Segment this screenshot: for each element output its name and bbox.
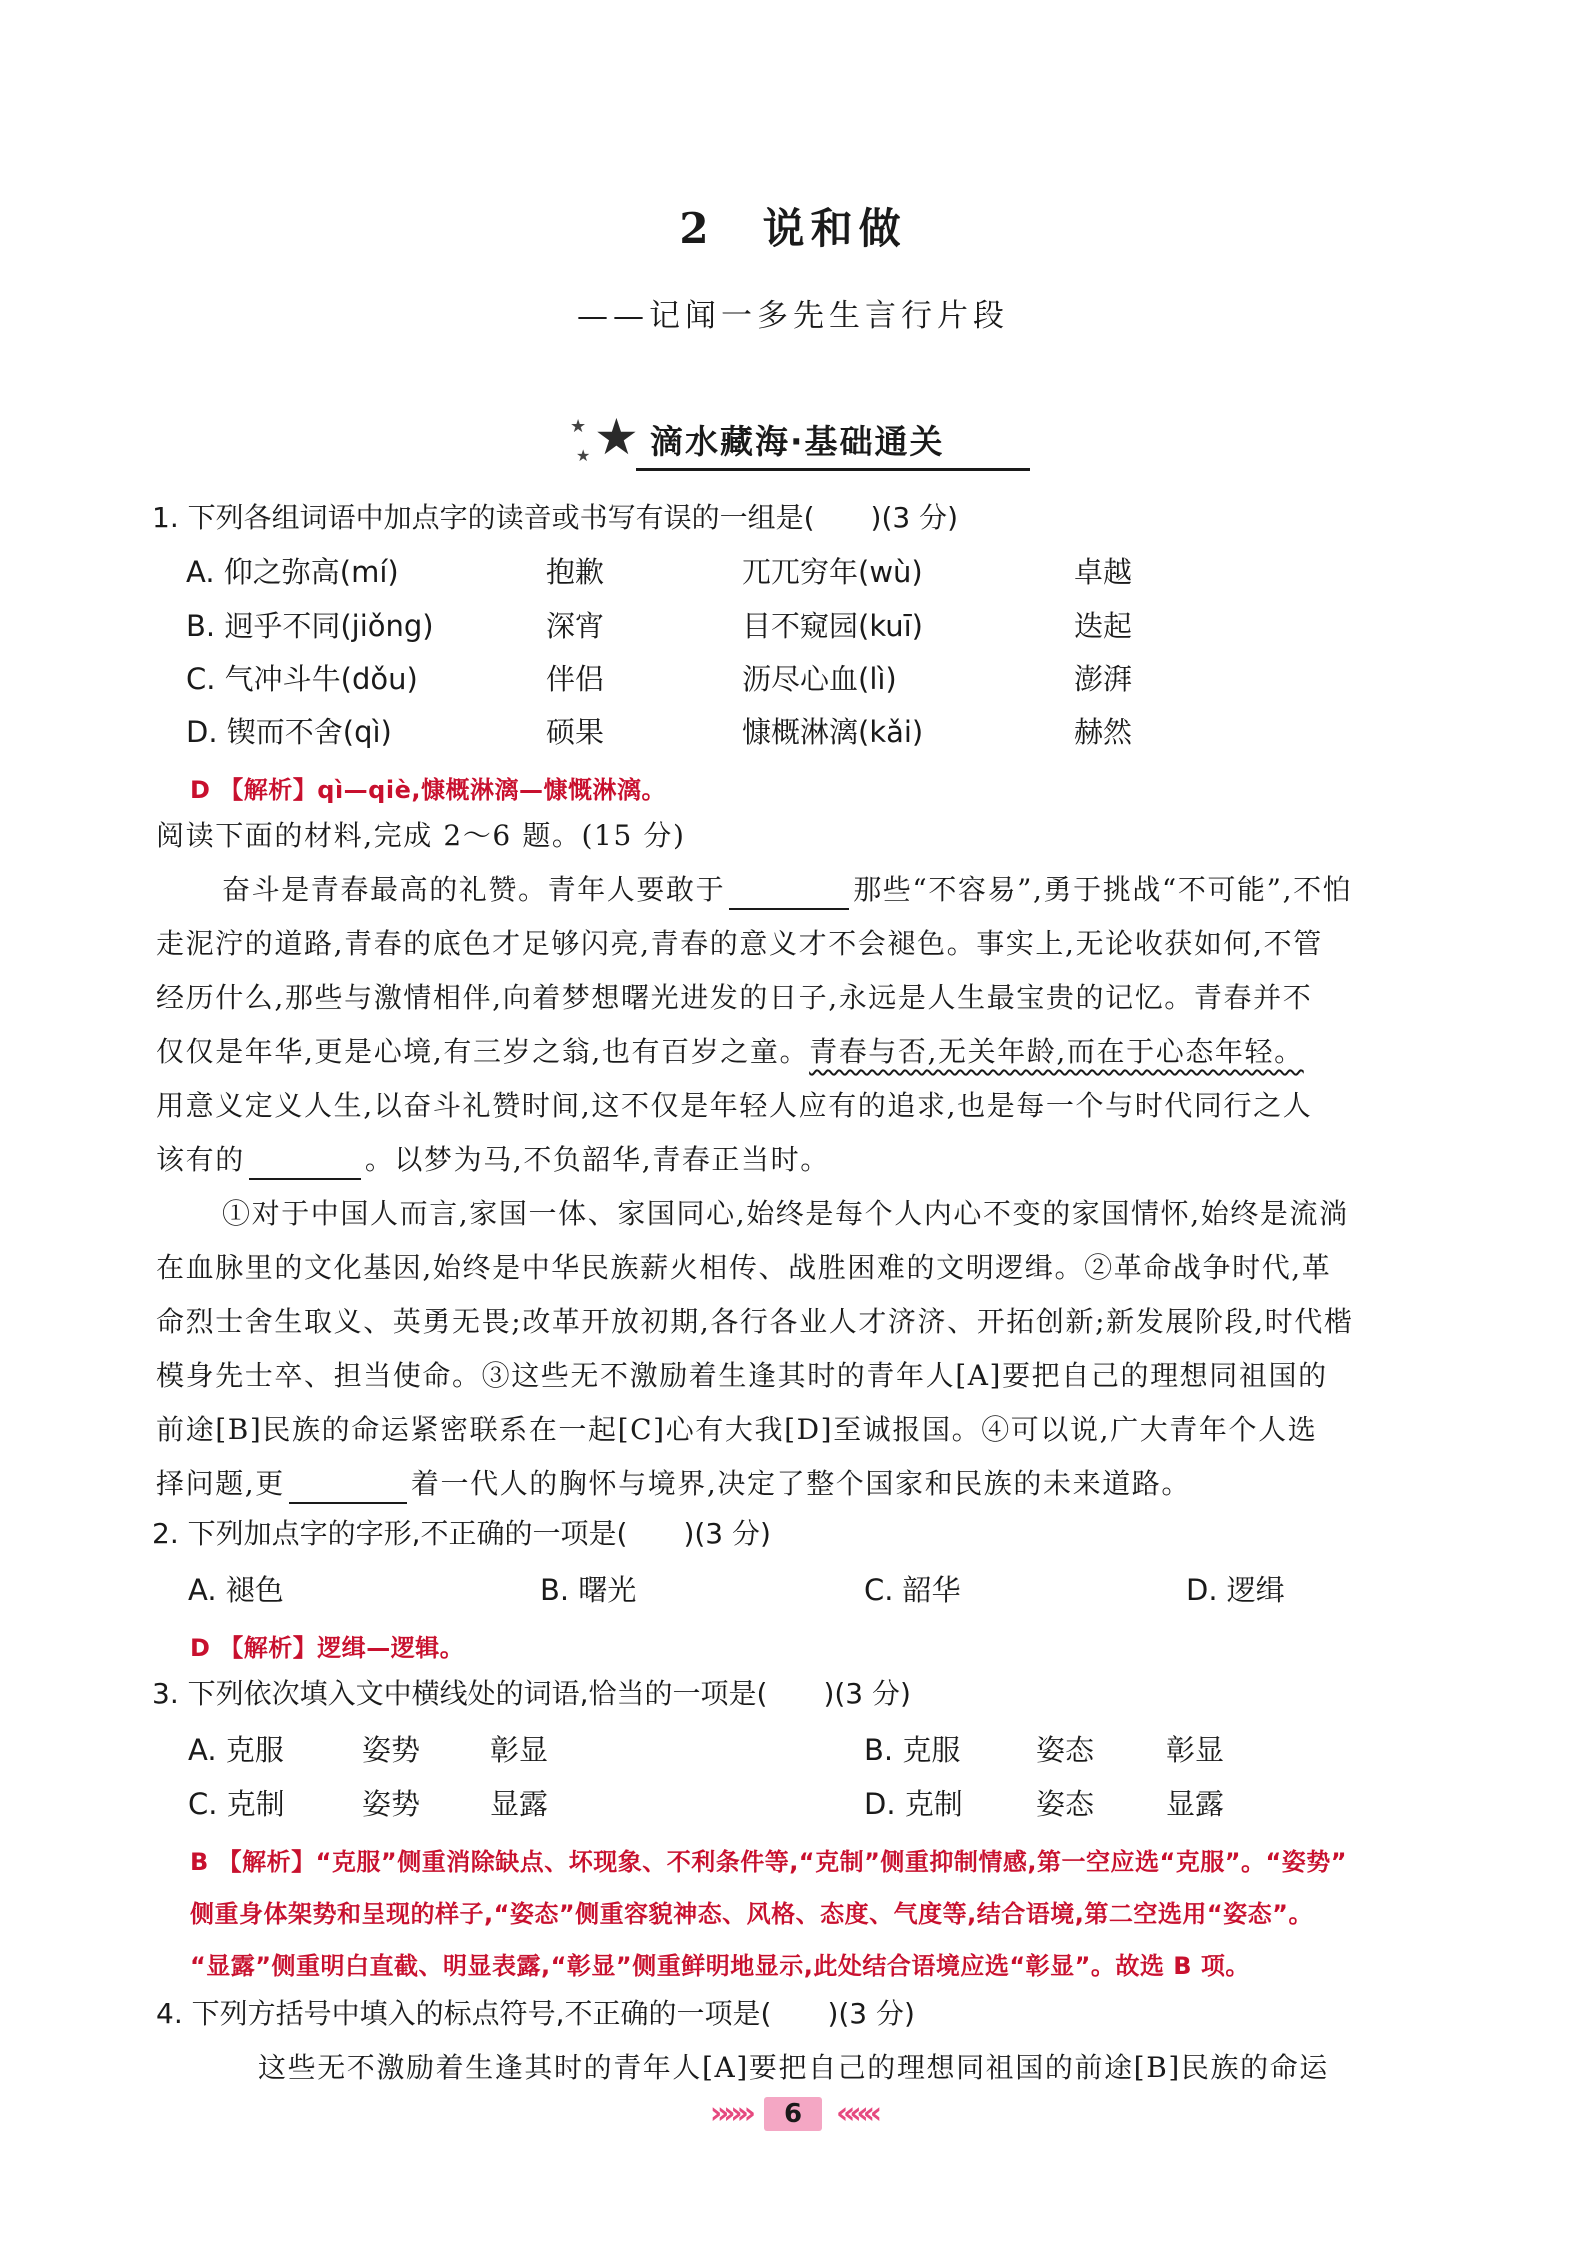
q1-stem: 1. 下列各组词语中加点字的读音或书写有误的一组是( )(3 分) — [152, 501, 959, 534]
p1-line-4: 仅仅是年华,更是心境,有三岁之翁,也有百岁之童。青春与否,无关年龄,而在于心态年轻。 — [156, 1035, 1304, 1068]
p1-line-2: 走泥泞的道路,青春的底色才足够闪亮,青春的意义才不会褪色。事实上,无论收获如何,不管 — [156, 927, 1323, 960]
fill-blank — [289, 1472, 407, 1504]
fill-blank — [729, 878, 849, 910]
wavy-underlined-sentence: 青春与否,无关年龄,而在于心态年轻。 — [809, 1035, 1304, 1068]
q1-a-3: 兀兀穷年(wù) — [742, 555, 923, 589]
q1-b-4: 迭起 — [1074, 609, 1133, 643]
q1-b-1: B. 迥乎不同(jiǒng) — [186, 609, 434, 643]
q1-c-2: 伴侣 — [546, 662, 605, 696]
page-title — [0, 196, 1586, 256]
q1-a-1: A. 仰之弥高(mí) — [186, 555, 399, 589]
q3-answer-line-3: “显露”侧重明白直截、明显表露,“彰显”侧重鲜明地显示,此处结合语境应选“彰显”。故选 B 项。 — [190, 1952, 1250, 1980]
q2-option-d: D. 逻缉 — [1186, 1573, 1285, 1607]
q1-a-2: 抱歉 — [546, 555, 605, 589]
q3-c-2: 姿势 — [362, 1787, 421, 1821]
page-footer — [0, 2096, 1586, 2140]
q3-d-1: D. 克制 — [864, 1787, 963, 1821]
p2-line-4: 模身先士卒、担当使命。③这些无不激励着生逢其时的青年人[A]要把自己的理想同祖国的 — [156, 1359, 1328, 1392]
q4-text: 这些无不激励着生逢其时的青年人[A]要把自己的理想同祖国的前途[B]民族的命运 — [258, 2051, 1329, 2084]
p2-line-1: ①对于中国人而言,家国一体、家国同心,始终是每个人内心不变的家国情怀,始终是流淌 — [222, 1197, 1349, 1230]
q4-stem: 4. 下列方括号中填入的标点符号,不正确的一项是( )(3 分) — [156, 1997, 915, 2030]
p1-line-5: 用意义定义人生,以奋斗礼赞时间,这不仅是年轻人应有的追求,也是每一个与时代同行之人 — [156, 1089, 1313, 1122]
q2-answer: D 【解析】逻缉—逻辑。 — [190, 1634, 465, 1662]
p2-line-5: 前途[B]民族的命运紧密联系在一起[C]心有大我[D]至诚报国。④可以说,广大青年个人选 — [156, 1413, 1318, 1446]
page-subtitle: ——记闻一多先生言行片段 — [577, 298, 1009, 334]
page-number: 6 — [764, 2097, 822, 2131]
fill-blank — [249, 1148, 361, 1180]
q3-a-2: 姿势 — [362, 1733, 421, 1767]
q1-d-2: 硕果 — [546, 715, 605, 749]
lesson-number: 2 — [679, 204, 715, 253]
q1-c-3: 沥尽心血(lì) — [742, 662, 897, 696]
small-star-icon: ★ — [570, 416, 587, 437]
q3-b-3: 彰显 — [1166, 1733, 1225, 1767]
q3-d-2: 姿态 — [1036, 1787, 1095, 1821]
q3-answer-line-2: 侧重身体架势和呈现的样子,“姿态”侧重容貌神态、风格、态度、气度等,结合语境,第二空选用“姿态”。 — [190, 1900, 1313, 1928]
p2-line-6: 择问题,更 着一代人的胸怀与境界,决定了整个国家和民族的未来道路。 — [156, 1464, 1191, 1504]
q1-b-2: 深宵 — [546, 609, 605, 643]
q2-stem: 2. 下列加点字的字形,不正确的一项是( )(3 分) — [152, 1517, 771, 1550]
q3-answer-line-1: B 【解析】“克服”侧重消除缺点、坏现象、不利条件等,“克制”侧重抑制情感,第一空应选“克服”。“姿势” — [190, 1848, 1348, 1876]
section-banner — [570, 410, 1030, 474]
star-icon: ★ — [594, 408, 639, 466]
q3-c-1: C. 克制 — [188, 1787, 285, 1821]
q3-c-3: 显露 — [490, 1787, 549, 1821]
q2-option-c: C. 韶华 — [864, 1573, 961, 1607]
q2-option-a: A. 褪色 — [188, 1573, 284, 1607]
q3-d-3: 显露 — [1166, 1787, 1225, 1821]
q3-b-2: 姿态 — [1036, 1733, 1095, 1767]
lesson-title: 说和做 — [762, 204, 907, 253]
p2-line-3: 命烈士舍生取义、英勇无畏;改革开放初期,各行各业人才济济、开拓创新;新发展阶段,时代楷 — [156, 1305, 1354, 1338]
q1-c-4: 澎湃 — [1074, 662, 1133, 696]
q2-option-b: B. 曙光 — [540, 1573, 637, 1607]
p1-line-1: 奋斗是青春最高的礼赞。青年人要敢于 那些“不容易”,勇于挑战“不可能”,不怕 — [222, 870, 1352, 910]
q1-d-1: D. 锲而不舍(qì) — [186, 715, 392, 749]
p1-line-3: 经历什么,那些与激情相伴,向着梦想曙光进发的日子,永远是人生最宝贵的记忆。青春并不 — [156, 981, 1313, 1014]
q3-b-1: B. 克服 — [864, 1733, 961, 1767]
q1-a-4: 卓越 — [1074, 555, 1133, 589]
q3-stem: 3. 下列依次填入文中横线处的词语,恰当的一项是( )(3 分) — [152, 1677, 911, 1710]
banner-underline — [636, 468, 1030, 471]
q1-b-3: 目不窥园(kuī) — [742, 609, 923, 643]
q1-answer: D 【解析】qì—qiè,慷概淋漓—慷慨淋漓。 — [190, 776, 666, 804]
q3-a-1: A. 克服 — [188, 1733, 284, 1767]
q3-a-3: 彰显 — [490, 1733, 549, 1767]
q1-d-3: 慷概淋漓(kǎi) — [742, 715, 924, 749]
q1-d-4: 赫然 — [1074, 715, 1133, 749]
reading-intro: 阅读下面的材料,完成 2～6 题。(15 分) — [156, 819, 686, 852]
left-chevrons-icon: ««« — [836, 2096, 877, 2131]
section-banner-title: 滴水藏海·基础通关 — [650, 422, 945, 461]
p1-line-6: 该有的 。以梦为马,不负韶华,青春正当时。 — [156, 1140, 830, 1180]
q1-c-1: C. 气冲斗牛(dǒu) — [186, 662, 418, 696]
p2-line-2: 在血脉里的文化基因,始终是中华民族薪火相传、战胜困难的文明逻缉。②革命战争时代,革 — [156, 1251, 1332, 1284]
small-star-icon: ★ — [576, 446, 591, 465]
right-chevrons-icon: »»» — [709, 2096, 750, 2131]
